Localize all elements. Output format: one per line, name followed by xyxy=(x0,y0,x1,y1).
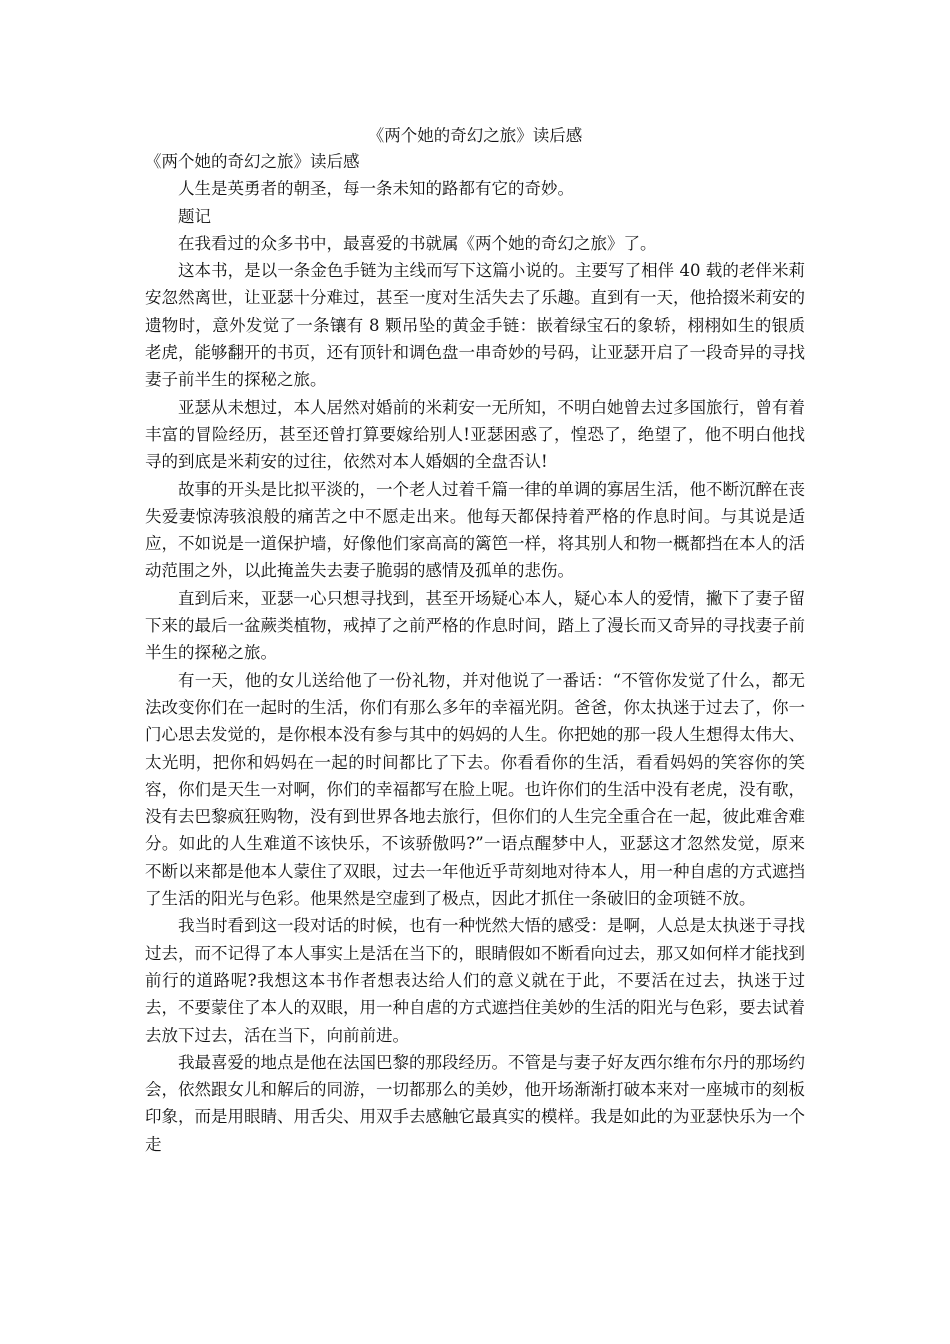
subtitle-line: 《两个她的奇幻之旅》读后感 xyxy=(145,152,360,171)
document-body xyxy=(145,148,805,1158)
paragraph: 我最喜爱的地点是他在法国巴黎的那段经历。不管是与妻子好友西尔维布尔丹的那场约会，依然跟女儿和解后的同游，一切都那么的美妙，他开场渐渐打破本来对一座城市的刻板印象，而是用眼睛、用舌尖、用双手去感触它最真实的模样。我是如此的为亚瑟快乐为一个走 xyxy=(145,1052,805,1154)
paragraph: 有一天，他的女儿送给他了一份礼物，并对他说了一番话：“不管你发觉了什么，都无法改变你们在一起时的生活，你们有那么多年的幸福光阴。爸爸，你太执迷于过去了，你一门心思去发觉的，是你根本没有参与其中的妈妈的人生。你把她的那一段人生想得太伟大、太光明，把你和妈妈在一起的时间都比了下去。你看看你的生活，看看妈妈的笑容你的笑容，你们是天生一对啊，你们的幸福都写在脸上呢。也许你们的生活中没有老虎，没有歌，没有去巴黎疯狂购物，没有到世界各地去旅行，但你们的人生完全重合在一起，彼此难舍难分。如此的人生难道不该快乐，不该骄傲吗?”一语点醒梦中人，亚瑟这才忽然发觉，原来不断以来都是他本人蒙住了双眼，过去一年他近乎苛刻地对待本人，用一种自虐的方式遮挡了生活的阳光与色彩。他果然是空虚到了极点，因此才抓住一条破旧的金项链不放。 xyxy=(145,670,805,909)
paragraph: 在我看过的众多书中，最喜爱的书就属《两个她的奇幻之旅》了。 xyxy=(178,233,657,253)
epigraph-attribution: 题记 xyxy=(178,206,211,226)
paragraph: 我当时看到这一段对话的时候，也有一种恍然大悟的感受：是啊，人总是太执迷于寻找过去，而不记得了本人事实上是活在当下的，眼睛假如不断看向过去，那又如何样才能找到前行的道路呢?我想这本书作者想表达给人们的意义就在于此，不要活在过去，执迷于过去，不要蒙住了本人的双眼，用一种自虐的方式遮挡住美妙的生活的阳光与色彩，要去试着去放下过去，活在当下，向前前进。 xyxy=(145,916,805,1045)
document-title: 《两个她的奇幻之旅》读后感 xyxy=(367,126,583,145)
paragraph: 直到后来，亚瑟一心只想寻找到，甚至开场疑心本人，疑心本人的爱情，撇下了妻子留下来的最后一盆蕨类植物，戒掉了之前严格的作息时间，踏上了漫长而又奇异的寻找妻子前半生的探秘之旅。 xyxy=(145,588,805,663)
paragraph: 故事的开头是比拟平淡的，一个老人过着千篇一律的单调的寡居生活，他不断沉醉在丧失爱妻惊涛骇浪般的痛苦之中不愿走出来。他每天都保持着严格的作息时间。与其说是适应，不如说是一道保护墙，好像他们家高高的篱笆一样，将其别人和物一概都挡在本人的活动范围之外，以此掩盖失去妻子脆弱的感情及孤单的悲伤。 xyxy=(145,479,805,581)
paragraph: 这本书，是以一条金色手链为主线而写下这篇小说的。主要写了相伴 40 载的老伴米莉安忽然离世，让亚瑟十分难过，甚至一度对生活失去了乐趣。直到有一天，他拾掇米莉安的遗物时，意外发觉了一条镶有 8 颗吊坠的黄金手链：嵌着绿宝石的象轿，栩栩如生的银质老虎，能够翻开的书页，还有顶针和调色盘一串奇妙的号码，让亚瑟开启了一段奇异的寻找妻子前半生的探秘之旅。 xyxy=(145,261,805,390)
paragraph: 亚瑟从未想过，本人居然对婚前的米莉安一无所知，不明白她曾去过多国旅行，曾有着丰富的冒险经历，甚至还曾打算要嫁给别人!亚瑟困惑了，惶恐了，绝望了，他不明白他找寻的到底是米莉安的过往，依然对本人婚姻的全盘否认! xyxy=(145,397,805,472)
epigraph: 人生是英勇者的朝圣，每一条未知的路都有它的奇妙。 xyxy=(178,179,574,199)
